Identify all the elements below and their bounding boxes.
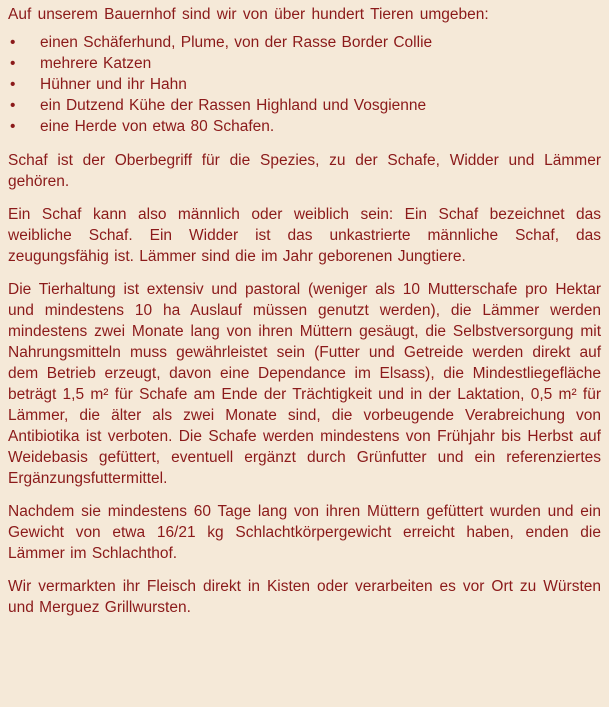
list-item [8, 53, 601, 74]
paragraph-marketing: Wir vermarkten ihr Fleisch direkt in Kisten oder verarbeiten es vor Ort zu Würsten und Merguez Grillwursten. [8, 578, 601, 616]
bullet-icon: • [10, 97, 16, 114]
list-item [8, 32, 601, 53]
list-item-text: ein Dutzend Kühe der Rassen Highland und Vosgienne [40, 97, 427, 114]
intro-text: Auf unserem Bauernhof sind wir von über hundert Tieren umgeben: [8, 6, 489, 23]
paragraph-husbandry: Die Tierhaltung ist extensiv und pastoral (weniger als 10 Mutterschafe pro Hektar und mindestens 10 ha Auslauf müssen genutzt werden), die Lämmer werden mindestens zwei Monate lang von ihren Müttern gesäugt, die Selbstversorgung mit Nahrungsmitteln muss gewährleistet sein (Futter und Getreide werden direkt auf dem Betrieb erzeugt, davon eine Dependance im Elsass), die Mindestliegefläche beträgt 1,5 m² für Schafe am Ende der Trächtigkeit und in der Laktation, 0,5 m² für Lämmer, die älter als zwei Monate sind, die vorbeugende Verabreichung von Antibiotika ist verboten. Die Schafe werden mindestens von Frühjahr bis Herbst auf Weidebasis gefüttert, eventuell ergänzt durch Grünfutter und ein referenziertes Ergänzungsfuttermittel. [8, 281, 601, 487]
paragraph-sheep-gender: Ein Schaf kann also männlich oder weiblich sein: Ein Schaf bezeichnet das weibliche Schaf. Ein Widder ist das unkastrierte männliche Schaf, das zeugungsfähig ist. Lämmer sind die im Jahr geborenen Jungtiere. [8, 206, 601, 265]
bullet-icon: • [10, 34, 16, 51]
list-item [8, 116, 601, 137]
bullet-icon: • [10, 55, 16, 72]
paragraph-slaughter: Nachdem sie mindestens 60 Tage lang von ihren Müttern gefüttert wurden und ein Gewicht von etwa 16/21 kg Schlachtkörpergewicht erreicht haben, enden die Lämmer im Schlachthof. [8, 503, 601, 562]
list-item-text: eine Herde von etwa 80 Schafen. [40, 118, 275, 135]
paragraph-sheep-definition: Schaf ist der Oberbegriff für die Spezies, zu der Schafe, Widder und Lämmer gehören. [8, 152, 601, 190]
list-item-text: einen Schäferhund, Plume, von der Rasse Border Collie [40, 34, 433, 51]
bullet-icon: • [10, 118, 16, 135]
animal-list [8, 32, 601, 137]
list-item [8, 95, 601, 116]
list-item [8, 74, 601, 95]
list-item-text: mehrere Katzen [40, 55, 152, 72]
bullet-icon: • [10, 76, 16, 93]
list-item-text: Hühner und ihr Hahn [40, 76, 187, 93]
